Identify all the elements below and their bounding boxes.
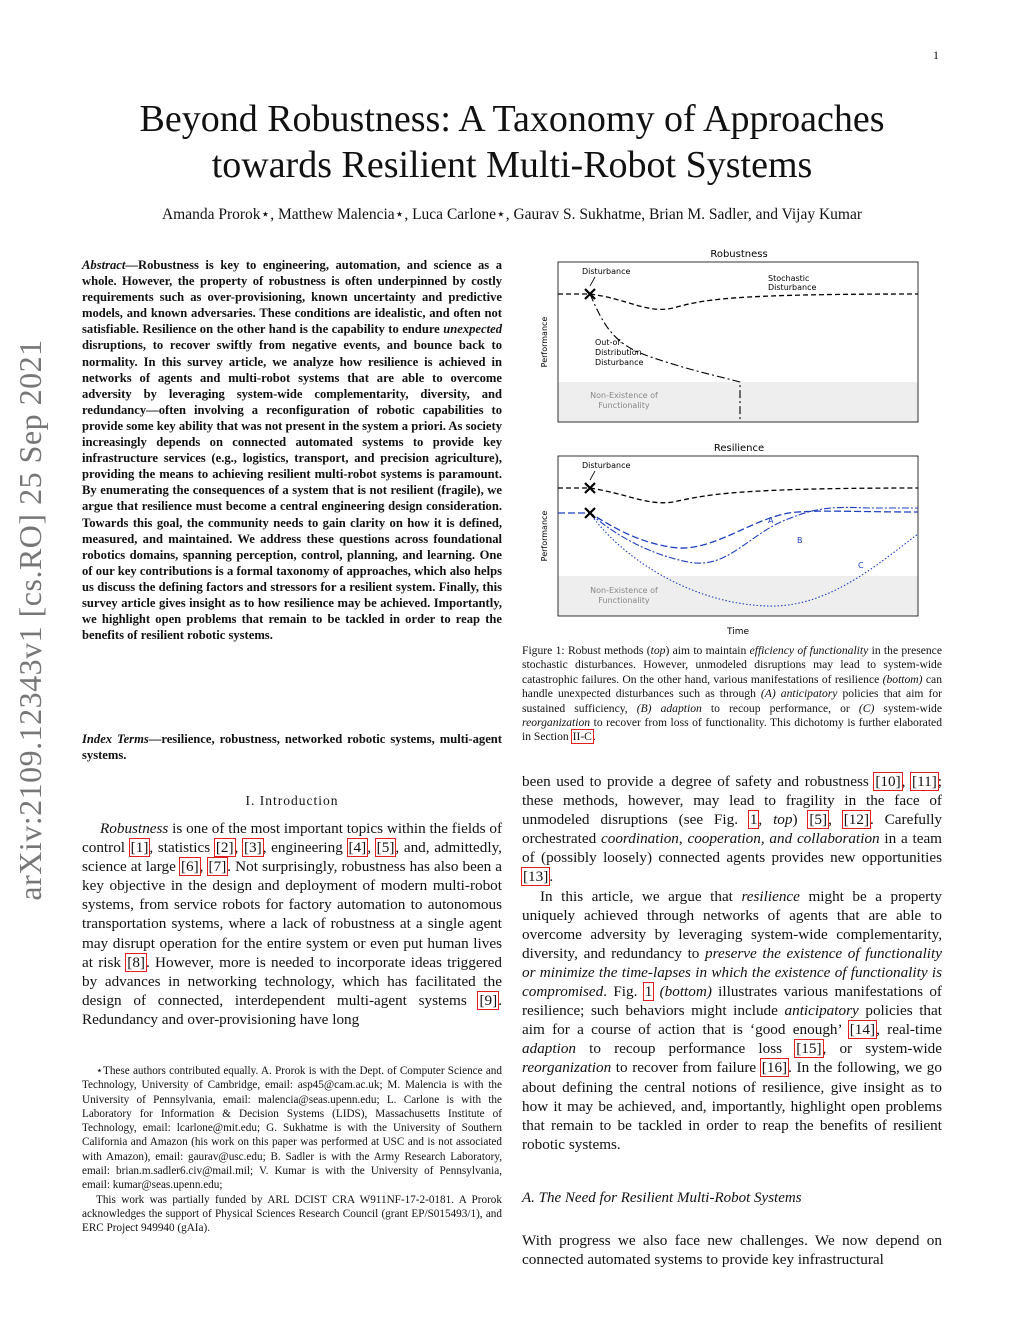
text-run: preserve the existence of functionality or minimize the time-lapses in which the existence of functionality is compromised xyxy=(522,944,942,1001)
citation-link[interactable]: [2] xyxy=(215,839,234,857)
citation-link[interactable]: [16] xyxy=(761,1059,788,1077)
citation-link[interactable]: [10] xyxy=(875,773,901,790)
subsection-heading-a: A. The Need for Resilient Multi-Robot Systems xyxy=(522,1190,802,1206)
text-run: (bottom) xyxy=(653,983,712,1001)
text-run: to recover from failure xyxy=(611,1059,761,1077)
caption-part: can handle unexpected disturbances such as through xyxy=(522,672,942,701)
citation-link[interactable]: [12] xyxy=(843,811,870,829)
citation-link[interactable]: [5] xyxy=(376,839,395,857)
introduction-text xyxy=(82,819,502,1029)
abstract-label: Abstract xyxy=(82,258,126,272)
text-run: . In the following, we go about defining the central notions of resilience, give insight as to how it may be achieved, and, importantly, highlight open problems that remain to be tackled in order to reap the benefits of resilient robotic systems. xyxy=(522,1059,942,1153)
bottom-disturbance-label: Disturbance xyxy=(582,461,631,470)
text-run: , xyxy=(828,811,843,829)
ood-label-2: Distribution xyxy=(595,348,642,357)
index-terms-text: —resilience, robustness, networked robotic systems, multi-agent systems. xyxy=(82,732,502,763)
intro-s10: . Redundancy and over-provisioning have long xyxy=(82,991,502,1028)
page-number: 1 xyxy=(933,48,939,62)
right-paragraph-2 xyxy=(522,887,942,1154)
right-paragraph-1 xyxy=(522,772,942,887)
ood-label-1: Out-of- xyxy=(595,338,623,347)
intro-s1: is one of the most important topics within the fields of control xyxy=(82,820,503,857)
caption-em: (bottom) xyxy=(882,672,923,686)
text-run: In this article, we argue that xyxy=(540,887,742,905)
bottom-disturbance-arrow xyxy=(590,471,595,480)
figure-1 xyxy=(538,244,942,640)
top-disturbance-label: Disturbance xyxy=(582,267,631,276)
bottom-nonexistence-label-2: Functionality xyxy=(598,596,650,605)
citation-link[interactable]: [14] xyxy=(849,1021,876,1039)
citation-link[interactable]: [1] xyxy=(130,839,149,857)
text-run: anticipatory xyxy=(784,1002,859,1020)
footnote xyxy=(82,1064,502,1236)
stochastic-label-2: Disturbance xyxy=(768,283,817,292)
text-run: . xyxy=(549,868,554,886)
citation-link[interactable]: [9] xyxy=(479,991,498,1009)
intro-s7: , xyxy=(199,858,208,876)
robust-stochastic-curve xyxy=(558,294,918,309)
stochastic-label-1: Stochastic xyxy=(768,274,810,283)
arxiv-stamp-text: arXiv:2109.12343v1 [cs.RO] 25 Sep 2021 xyxy=(12,339,48,901)
citation-link[interactable]: [4] xyxy=(348,839,367,857)
section-link[interactable]: II-C xyxy=(572,730,592,744)
text-run: , or system-wide xyxy=(822,1040,943,1058)
caption-part: system-wide xyxy=(874,701,942,715)
top-nonexistence-label-1: Non-Existence of xyxy=(590,391,658,400)
text-run: . Fig. xyxy=(603,983,644,1001)
caption-em: (B) adaption xyxy=(636,701,702,715)
text-run: resilience xyxy=(741,887,800,905)
top-y-axis-label: Performance xyxy=(540,316,549,368)
citation-link[interactable]: [7] xyxy=(208,858,227,876)
top-disturbance-arrow xyxy=(590,277,595,286)
text-run: top xyxy=(773,811,793,829)
caption-part: policies that aim for sustained sufficiency, xyxy=(522,687,942,715)
index-terms-label: Index Terms xyxy=(82,732,149,746)
caption-part: Figure 1: Robust methods ( xyxy=(522,644,651,657)
intro-s4: , engineering xyxy=(262,839,348,857)
text-run: . Carefully orchestrated xyxy=(522,811,943,848)
curve-b-adaption xyxy=(590,507,918,563)
caption-part: to recover from loss of functionality. This dichotomy is further elaborated in Section xyxy=(522,716,942,744)
citation-link[interactable]: [15] xyxy=(796,1040,822,1058)
caption-em: (C) xyxy=(858,701,875,715)
title-line-1: Beyond Robustness: A Taxonomy of Approaches xyxy=(139,98,885,140)
bottom-robust-curve xyxy=(558,488,918,503)
text-run: reorganization xyxy=(522,1059,612,1077)
citation-link[interactable]: [13] xyxy=(523,868,549,886)
bottom-disturbance-marker-2 xyxy=(585,508,595,518)
abstract-text-a: —Robustness is key to engineering, automation, and science as a whole. However, the property of robustness is often underpinned by costly requirements such as over-provisioning, known uncertainty and predictive models, and known adversaries. These conditions are idealistic, and often not satisfiable. Resilience on the other hand is the capability to endure xyxy=(82,258,502,337)
authors: Amanda Prorok⋆, Matthew Malencia⋆, Luca Carlone⋆, Gaurav S. Sukhatme, Brian M. Sadler, and Vijay Kumar xyxy=(161,206,863,223)
caption-part: ) aim to maintain xyxy=(665,644,750,657)
text-run: adaption xyxy=(522,1040,577,1058)
subsection-a-text xyxy=(522,1216,942,1285)
intro-s8: . Not surprisingly, robustness has also been a key objective in the design and deployment of modern multi-robot systems, from service robots for factory automation to autonomous transportation systems, where a lack of robustness at a single agent may disrupt operation for the entire system or even put human lives at risk xyxy=(82,858,502,971)
intro-s5: , xyxy=(367,839,376,857)
text-run: been used to provide a degree of safety and robustness xyxy=(522,773,875,790)
caption-part: to recoup performance, or xyxy=(701,701,859,715)
abstract-emph: unexpected xyxy=(443,322,502,337)
intro-em: Robustness xyxy=(100,820,169,837)
right-column-text xyxy=(522,772,942,1154)
bottom-nonexistence-label-1: Non-Existence of xyxy=(590,586,658,595)
intro-s9: . However, more is needed to incorporate ideas triggered by advances in networking technology, which has facilitated the design of connected, interdependent multi-agent systems xyxy=(82,953,502,1009)
paper-title xyxy=(60,96,964,188)
figure-caption xyxy=(522,644,942,745)
section-heading-introduction: I. Introduction xyxy=(245,793,339,808)
text-run: ; these methods, however, may lead to fragility in the face of unmodeled disruptions (see Fig. xyxy=(522,773,942,829)
label-a: A xyxy=(768,516,774,525)
caption-em: top xyxy=(650,644,666,657)
intro-s2: , statistics xyxy=(149,839,215,857)
x-axis-label: Time xyxy=(726,627,750,637)
caption-em: reorganization xyxy=(522,716,591,730)
footnote-funding: This work was partially funded by ARL DCIST CRA W911NF-17-2-0181. A Prorok acknowledges the support of Physical Sciences Research Council (grant EP/S015493/1), and ERC Project 949940 (gAIa). xyxy=(82,1193,502,1235)
abstract xyxy=(82,257,502,643)
caption-em: (A) anticipatory xyxy=(760,687,838,701)
citation-link[interactable]: [11] xyxy=(912,773,937,790)
abstract-text-b: disruptions, to recover swiftly from negative events, and bounce back to normality. In this survey article, we analyze how resilience is achieved in networks of agents and multi-robot systems that are able to overcome adversity by leveraging system-wide complementarity, diversity, and redundancy—often involving a reconfiguration of robotic capabilities to provide some key ability that was not present in the system a priori. As society increasingly depends on connected automated systems to provide key infrastructure services (e.g., logistics, transport, and precision agriculture), providing the means to achieving resilient multi-robot systems is paramount. By enumerating the consequences of a system that is not resilient (fragile), we argue that resilience must become a central engineering design consideration. Towards this goal, the community needs to gain clarity on how it is defined, measured, and maintained. We address these questions across foundational robotics domains, spanning perception, control, planning, and learning. One of our key contributions is a formal taxonomy of approaches, which also helps us discuss the defining factors and stressors for a resilient system. Finally, this survey article gives insight as to how resilience may be achieved. Importantly, we highlight open problems that remain to be tackled in order to reap the benefits of resilient robotic systems. xyxy=(82,338,502,643)
caption-em: efficiency of functionality xyxy=(749,644,869,657)
text-run: , xyxy=(758,811,774,829)
bottom-y-axis-label: Performance xyxy=(540,510,549,562)
label-b: B xyxy=(797,536,803,545)
citation-link[interactable]: [8] xyxy=(127,953,145,971)
subsection-a-paragraph: With progress we also face new challenges. We now depend on connected automated systems to provide key infrastructural xyxy=(522,1232,942,1269)
text-run: might be a property uniquely achieved through networks of agents that are able to overcome adversity by leveraging system-wide complementarity, diversity, and redundancy to xyxy=(522,887,943,962)
text-run: , xyxy=(901,773,912,790)
figure-link[interactable]: 1 xyxy=(749,811,758,829)
figure-link[interactable]: 1 xyxy=(644,983,653,1001)
text-run: ) xyxy=(792,811,809,829)
intro-s6: , and, admittedly, science at large xyxy=(82,839,502,876)
index-terms xyxy=(82,731,502,763)
text-run: , real-time xyxy=(876,1021,942,1039)
citation-link[interactable]: [6] xyxy=(180,858,199,876)
citation-link[interactable]: [5] xyxy=(809,811,828,829)
intro-paragraph xyxy=(82,819,502,1029)
bottom-panel-title: Resilience xyxy=(713,443,765,454)
label-c: C xyxy=(858,561,864,570)
title-line-2: towards Resilient Multi-Robot Systems xyxy=(211,144,813,186)
top-panel-title: Robustness xyxy=(710,249,768,260)
intro-s3: , xyxy=(234,839,243,857)
text-run: illustrates various manifestations of resilience; such behaviors might include xyxy=(522,983,942,1020)
text-run: coordination, cooperation, and collaboration xyxy=(600,830,880,848)
footnote-affiliations: ⋆These authors contributed equally. A. Prorok is with the Dept. of Computer Science and Technology, University of Cambridge, email: asp45@cam.ac.uk; M. Malencia is with the University of Pennsylvania, email: malencia@seas.upenn.edu; L. Carlone is with the Laboratory for Information & Decision Systems (LIDS), Massachusetts Institute of Technology, email: lcarlone@mit.edu; G. Sukhatme is with the University of Southern California and Amazon (his work on this paper was performed at USC and is not associated with Amazon), email: gaurav@usc.edu; B. Sadler is with the Army Research Laboratory, email: brian.m.sadler6.civ@mail.mil; V. Kumar is with the University of Pennsylvania, email: kumar@seas.upenn.edu; xyxy=(82,1065,502,1192)
citation-link[interactable]: [3] xyxy=(243,839,262,857)
text-run: policies that aim for a course of action that is ‘good enough’ xyxy=(522,1002,942,1039)
text-run: to recoup performance loss xyxy=(576,1040,796,1058)
caption-part: . xyxy=(592,730,596,744)
ood-label-3: Disturbance xyxy=(595,358,644,367)
caption-part: in the presence stochastic disturbances. However, unmodeled disruptions may lead to system-wide catastrophic failures. On the other hand, various manifestations of resilience xyxy=(522,644,942,686)
text-run: in a team of (possibly loosely) connected agents provides new opportunities xyxy=(522,830,942,867)
top-nonexistence-label-2: Functionality xyxy=(598,401,650,410)
